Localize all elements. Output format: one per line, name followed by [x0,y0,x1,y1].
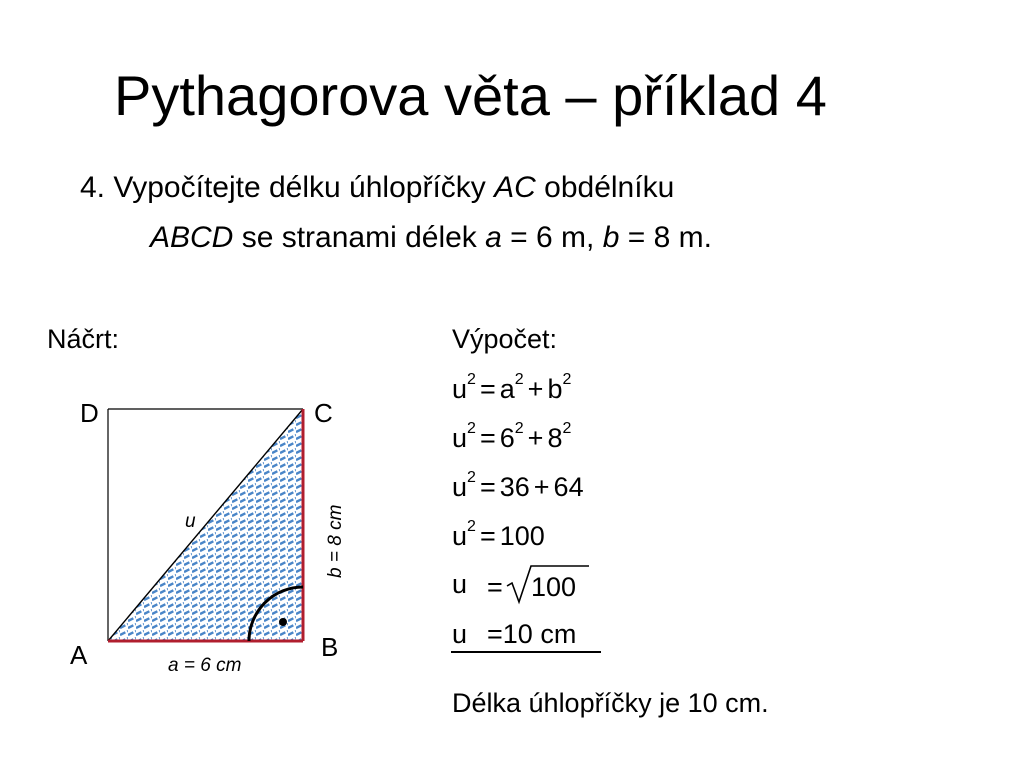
side-b-label: b = 8 cm [325,504,346,578]
rectangle-name: ABCD [150,221,234,254]
conclusion: Délka úhlopříčky je 10 cm. [452,688,769,718]
calc-term: 64 [553,472,584,502]
calc-exponent: 2 [562,420,572,437]
right-angle-dot [279,618,287,626]
calc-row-3 [452,470,584,504]
side-a-value: = 6 m, [501,221,603,254]
calc-operator: = [479,472,496,502]
task-text: obdélníku [535,171,675,204]
calc-term: b [547,374,563,404]
calc-term: 6 [499,423,515,453]
calc-row-6 [452,617,467,651]
sketch-heading: Náčrt: [47,324,120,354]
side-b-value: = 8 m. [619,221,712,254]
calc-exponent: 2 [562,371,572,388]
vertex-a-label: A [70,640,88,670]
calc-exponent: 2 [467,420,476,437]
calc-row-4 [452,519,545,553]
radicand: 100 [531,572,577,602]
vertex-c-label: C [314,398,333,428]
calc-result: 10 cm [502,619,577,649]
diagonal-label: u [185,511,196,532]
calc-operator: = [479,521,496,551]
calc-term: u [452,472,468,502]
calc-term: u [452,521,468,551]
calculation-heading: Výpočet: [452,324,558,354]
calc-exponent: 2 [514,371,524,388]
calc-exponent: 2 [467,469,476,486]
calc-operator: + [527,423,544,453]
calc-operator: + [533,472,550,502]
calc-operator: = [479,374,496,404]
task-text: 4. Vypočítejte délku úhlopříčky [80,171,495,204]
vertex-d-label: D [80,398,99,428]
calc-exponent: 2 [467,518,476,535]
calc-term: u [452,619,468,649]
vertex-b-label: B [321,632,339,662]
task-text: se stranami délek [233,221,486,254]
calc-operator: + [527,374,544,404]
calc-term: 100 [499,521,545,551]
calc-operator: = [487,572,503,602]
calc-row-2 [452,421,571,455]
calc-term: u [452,423,468,453]
calc-term: u [452,374,468,404]
calc-exponent: 2 [514,420,524,437]
calc-row-6-rhs [487,617,576,651]
calc-row-5 [452,567,467,601]
calc-row-5-rhs [487,570,503,604]
calc-term: a [499,374,515,404]
calc-term: u [452,569,468,599]
result-underline [451,651,601,653]
calc-operator: = [487,619,503,649]
calc-exponent: 2 [467,371,476,388]
calc-term: 8 [547,423,563,453]
side-b-var: b [602,221,620,254]
calc-operator: = [479,423,496,453]
slide-title: Pythagorova věta – příklad 4 [114,64,827,127]
calc-term: 36 [499,472,530,502]
calc-row-1 [452,372,571,406]
side-a-var: a [485,221,502,254]
diagonal-name: AC [494,171,536,204]
side-a-label: a = 6 cm [168,655,242,676]
